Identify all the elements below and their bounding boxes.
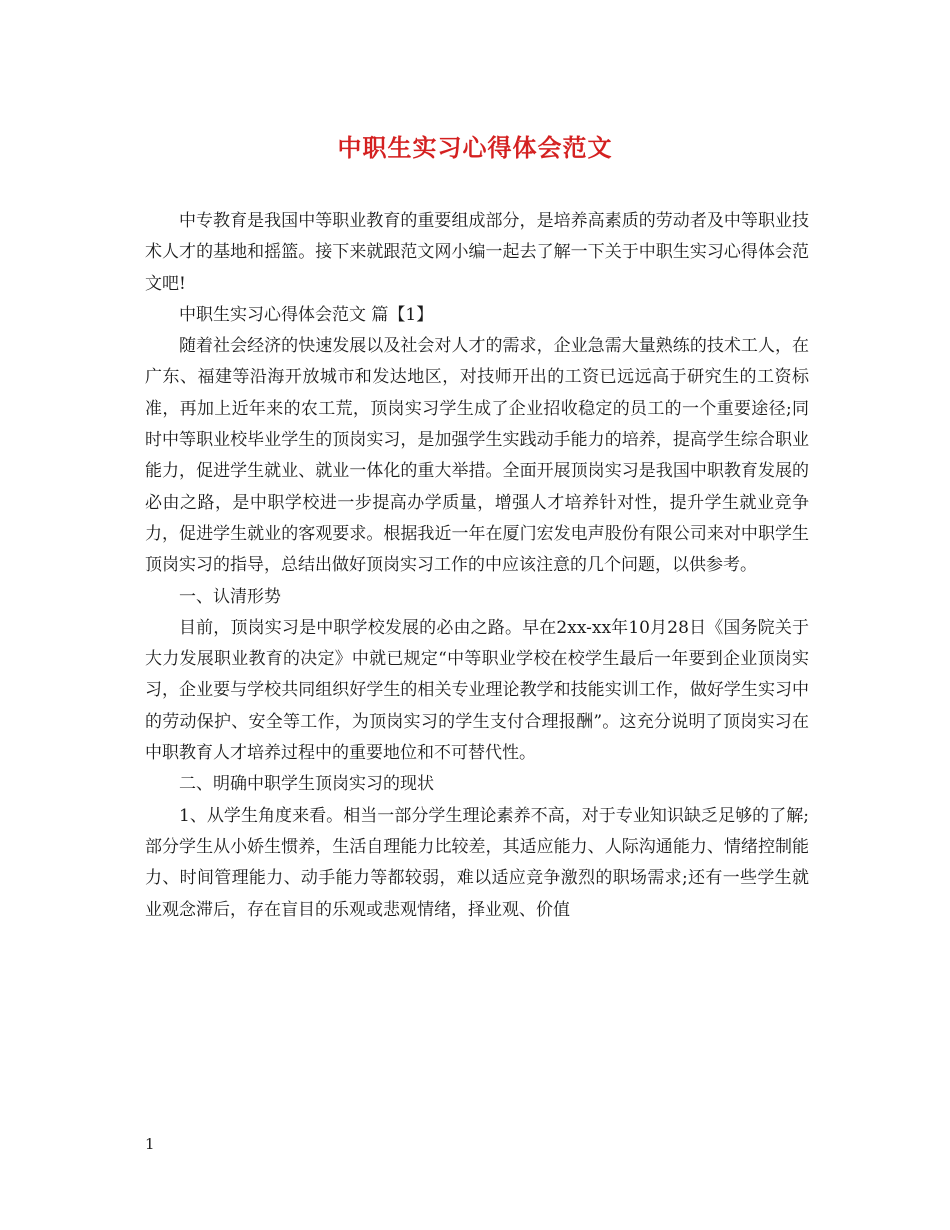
section-heading-status: 二、明确中职学生顶岗实习的现状 — [179, 774, 434, 795]
page-number: 1 — [145, 1135, 155, 1153]
body-paragraph: 随着社会经济的快速发展以及社会对人才的需求，企业急需大量熟练的技术工人，在广东、福建等沿海开放城市和发达地区，对技师开出的工资已远远高于研究生的工资标准，再加上近年来的农工荒，顶岗实习学生成了企业招收稳定的员工的一个重要途径;同时中等职业校毕业学生的顶岗实习，是加强学生实践动手能力的培养，提高学生综合职业能力，促进学生就业、就业一体化的重大举措。全面开展顶岗实习是我国中职教育发展的必由之路，是中职学校进一步提高办学质量，增强人才培养针对性，提升学生就业竞争力，促进学生就业的客观要求。根据我近一年在厦门宏发电声股份有限公司来对中职学生顶岗实习的指导，总结出做好顶岗实习工作的中应该注意的几个问题，以供参考。 — [145, 336, 809, 576]
document-title: 中职生实习心得体会范文 — [337, 133, 613, 162]
body-paragraph: 1、从学生角度来看。相当一部分学生理论素养不高，对于专业知识缺乏足够的了解;部分学生从小娇生惯养，生活自理能力比较差，其适应能力、人际沟通能力、情绪控制能力、时间管理能力、动手能力等都较弱，难以适应竞争激烈的职场需求;还有一些学生就业观念滞后，存在盲目的乐观或悲观情绪，择业观、价值 — [145, 805, 809, 920]
section-heading-situation: 一、认清形势 — [179, 586, 281, 607]
body-paragraph: 目前，顶岗实习是中职学校发展的必由之路。早在2xx-xx年10月28日《国务院关于大力发展职业教育的决定》中就已规定“中等职业学校在校学生最后一年要到企业顶岗实习，企业要与学校共同组织好学生的相关专业理论教学和技能实训工作，做好学生实习中的劳动保护、安全等工作，为顶岗实习的学生支付合理报酬”。这充分说明了顶岗实习在中职教育人才培养过程中的重要地位和不可替代性。 — [145, 617, 809, 764]
intro-paragraph: 中专教育是我国中等职业教育的重要组成部分，是培养高素质的劳动者及中等职业技术人才的基地和摇篮。接下来就跟范文网小编一起去了解一下关于中职生实习心得体会范文吧! — [145, 211, 809, 294]
document-body — [145, 206, 809, 926]
section-heading-part-1: 中职生实习心得体会范文 篇【1】 — [179, 304, 434, 325]
